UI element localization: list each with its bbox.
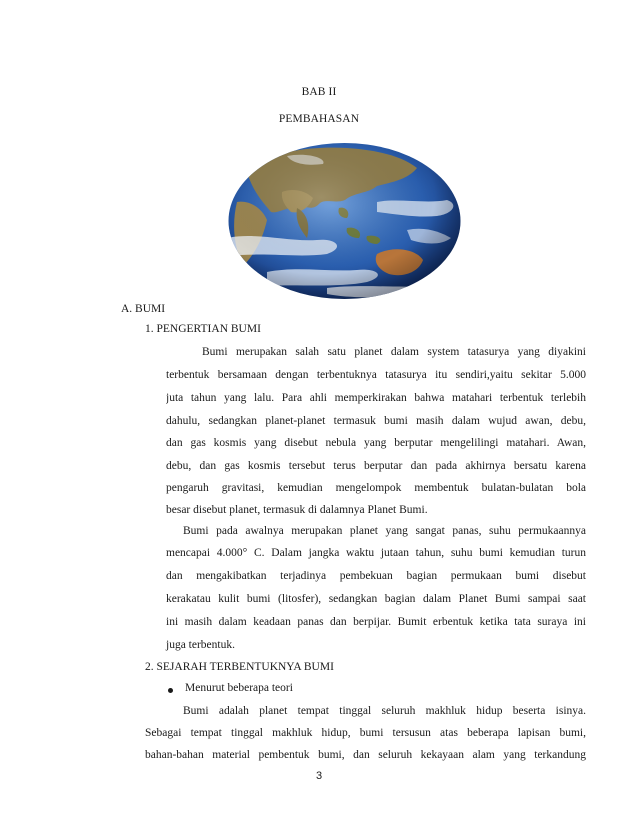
paragraph-line: dahulu, sedangkan planet-planet termasuk bumi masih dalam wujud awan, debu, bbox=[166, 415, 586, 427]
paragraph-line: ini masih dalam keadaan panas dan berpijar. Bumit erbentuk ketika tata suraya ini bbox=[166, 616, 586, 628]
paragraph-line: Bumi adalah planet tempat tinggal seluruh makhluk hidup beserta isinya. bbox=[183, 705, 586, 717]
chapter-heading: BAB II bbox=[301, 86, 337, 98]
paragraph-line: dan mengakibatkan terjadinya pembekuan bagian permukaan bumi disebut bbox=[166, 570, 586, 582]
paragraph-line: dan gas kosmis yang disebut nebula yang berputar mengelilingi matahari. Awan, bbox=[166, 437, 586, 449]
section-heading-bumi: A. BUMI bbox=[121, 303, 166, 315]
bullet-icon bbox=[168, 688, 173, 693]
paragraph-line: juga terbentuk. bbox=[166, 639, 235, 651]
paragraph-line: Bumi pada awalnya merupakan planet yang sangat panas, suhu permukaannya bbox=[183, 525, 586, 537]
subheading-pengertian: 1. PENGERTIAN BUMI bbox=[145, 323, 261, 335]
chapter-title: PEMBAHASAN bbox=[278, 113, 360, 125]
bullet-item: Menurut beberapa teori bbox=[185, 682, 293, 694]
paragraph-line: juta tahun yang lalu. Para ahli memperkirakan bahwa matahari terbentuk terlebih bbox=[166, 392, 586, 404]
page-number: 3 bbox=[315, 770, 323, 782]
paragraph-line: bahan-bahan material pembentuk bumi, dan seluruh kekayaan alam yang terkandung bbox=[145, 749, 586, 761]
paragraph-line: terbentuk bersamaan dengan terbentuknya tatasurya itu sendiri,yaitu sekitar 5.000 bbox=[166, 369, 586, 381]
paragraph-line: pengaruh gravitasi, kemudian mengelompok membentuk bulatan-bulatan bola bbox=[166, 482, 586, 494]
paragraph-line: Bumi merupakan salah satu planet dalam system tatasurya yang diyakini bbox=[202, 346, 586, 358]
paragraph-line: kerakatau kulit bumi (litosfer), sedangkan bagian dalam Planet Bumi sampai saat bbox=[166, 593, 586, 605]
earth-globe-icon bbox=[227, 142, 462, 300]
paragraph-line: debu, dan gas kosmis tersebut terus berputar dan pada akhirnya bersatu karena bbox=[166, 460, 586, 472]
paragraph-line: mencapai 4.000° C. Dalam jangka waktu jutaan tahun, suhu bumi kemudian turun bbox=[166, 547, 586, 559]
subheading-sejarah: 2. SEJARAH TERBENTUKNYA BUMI bbox=[145, 661, 334, 673]
paragraph-line: Sebagai tempat tinggal makhluk hidup, bumi tersusun atas beberapa lapisan bumi, bbox=[145, 727, 586, 739]
paragraph-line: besar disebut planet, termasuk di dalamnya Planet Bumi. bbox=[166, 504, 428, 516]
